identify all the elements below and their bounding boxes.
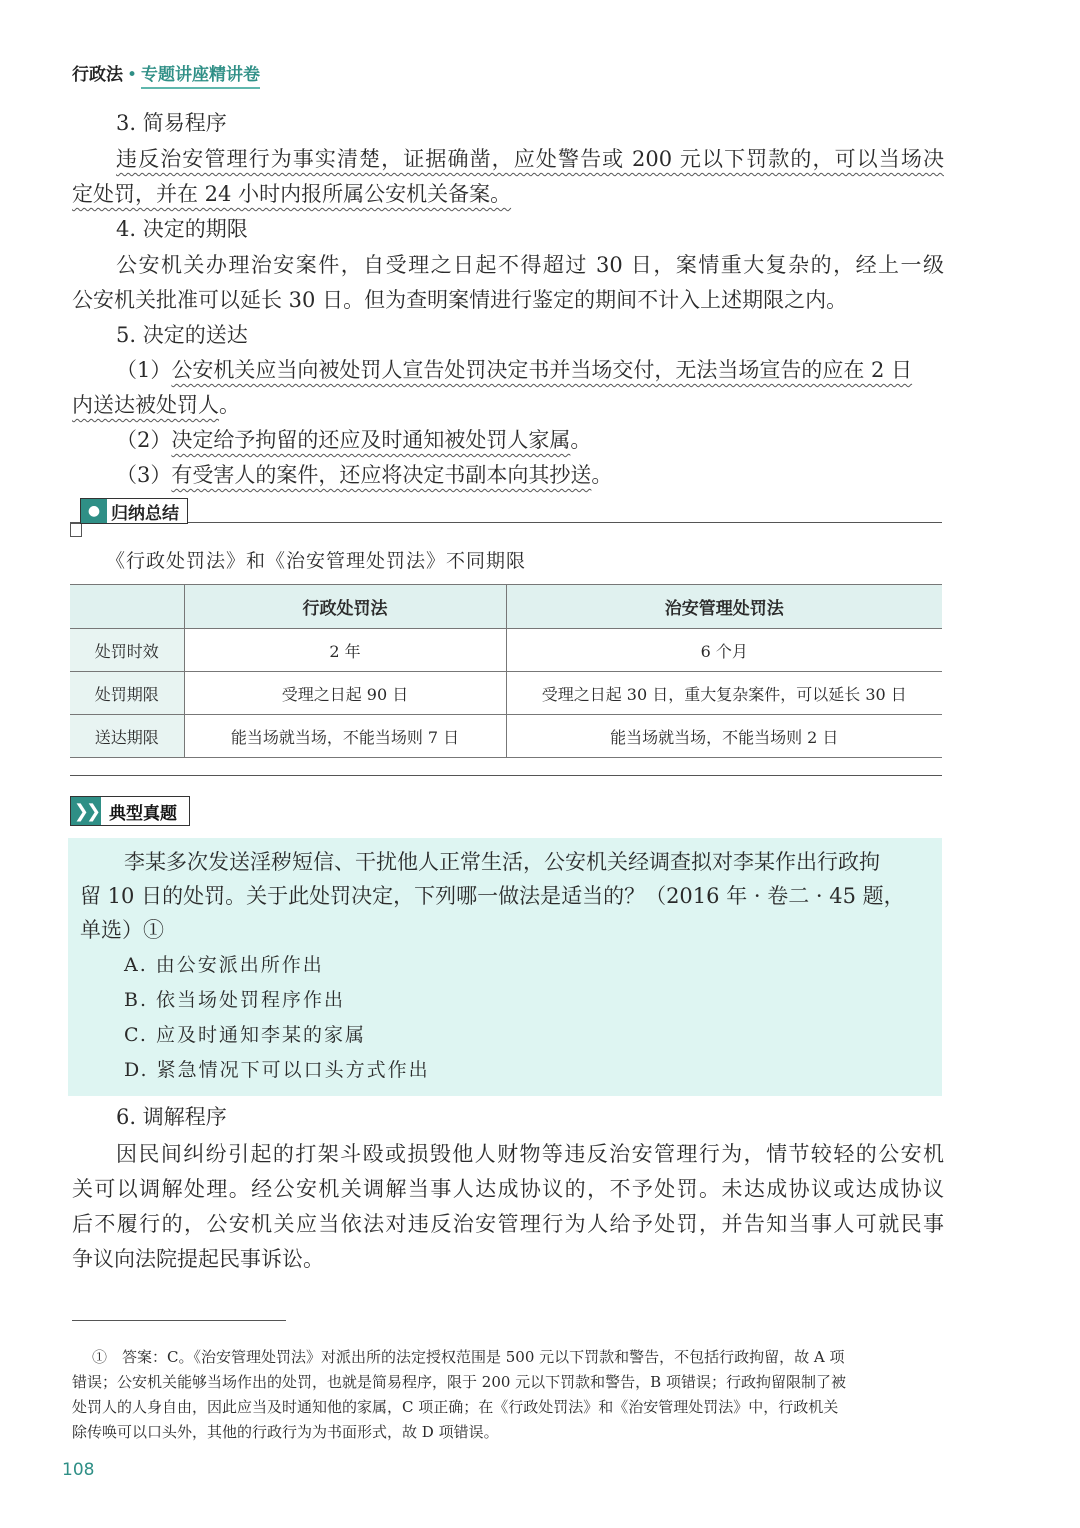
table-row <box>70 715 942 758</box>
question-line: 留 10 日的处罚。关于此处罚决定，下列哪一做法是适当的？（2016 年 · 卷二 · 45 题， <box>80 884 905 908</box>
table-row <box>70 629 942 672</box>
section-5-item-1: （1）公安机关应当向被处罚人宣告处罚决定书并当场交付，无法当场宣告的应在 2 日 <box>116 358 913 382</box>
section-3-title: 3. 简易程序 <box>116 111 227 135</box>
section-3-line: 违反治安管理行为事实清楚，证据确凿，应处警告或 200 元以下罚款的，可以当场决 <box>116 147 944 171</box>
table-cell: 受理之日起 90 日 <box>184 672 506 715</box>
table-header-cell: 治安管理处罚法 <box>506 585 942 629</box>
table-cell: 受理之日起 30 日，重大复杂案件，可以延长 30 日 <box>506 672 942 715</box>
summary-title: 《行政处罚法》和《治安管理处罚法》不同期限 <box>106 550 527 572</box>
section-5-title: 5. 决定的送达 <box>116 323 248 347</box>
option-c: C. 应及时通知李某的家属 <box>124 1024 366 1046</box>
option-d: D. 紧急情况下可以口头方式作出 <box>124 1059 430 1081</box>
section-5-item-2: （2）决定给予拘留的还应及时通知被处罚人家属。 <box>116 428 592 452</box>
summary-badge: ● 归纳总结 <box>80 498 188 524</box>
table-header-row <box>70 585 942 629</box>
row-label: 处罚期限 <box>70 672 184 715</box>
row-label: 处罚时效 <box>70 629 184 672</box>
table-cell: 2 年 <box>184 629 506 672</box>
table-cell: 6 个月 <box>506 629 942 672</box>
question-line: 单选）① <box>80 918 164 942</box>
footnote-line: 处罚人的人身自由，因此应当及时通知他的家属，C 项正确；在《行政处罚法》和《治安管理处罚法》中，行政机关 <box>72 1398 839 1416</box>
section-4-line: 公安机关办理治安案件，自受理之日起不得超过 30 日，案情重大复杂的，经上一级 <box>116 253 944 277</box>
section-6-line: 后不履行的，公安机关应当依法对违反治安管理行为人给予处罚，并告知当事人可就民事 <box>72 1212 944 1236</box>
header-separator: • <box>127 65 138 85</box>
section-6-line: 因民间纠纷引起的打架斗殴或损毁他人财物等违反治安管理行为，情节较轻的公安机 <box>116 1142 944 1166</box>
section-5-item-1-cont: 内送达被处罚人。 <box>72 393 240 417</box>
bullet-icon: ● <box>81 499 107 523</box>
section-6-line: 争议向法院提起民事诉讼。 <box>72 1247 324 1271</box>
section-3-line: 定处罚，并在 24 小时内报所属公安机关备案。 <box>72 182 512 206</box>
page-number: 108 <box>62 1460 95 1480</box>
row-label: 送达期限 <box>70 715 184 758</box>
table-cell: 能当场就当场，不能当场则 7 日 <box>184 715 506 758</box>
table-header-cell: 行政处罚法 <box>184 585 506 629</box>
section-5-item-3: （3）有受害人的案件，还应将决定书副本向其抄送。 <box>116 463 613 487</box>
question-line: 李某多次发送淫秽短信、干扰他人正常生活，公安机关经调查拟对李某作出行政拘 <box>124 850 880 874</box>
table-header-cell <box>70 585 184 629</box>
footnote-line: 除传唤可以口头外，其他的行政行为为书面形式，故 D 项错误。 <box>72 1423 499 1441</box>
running-header <box>72 60 260 85</box>
section-6-title: 6. 调解程序 <box>116 1105 227 1129</box>
double-chevron-icon: ❯❯ <box>71 797 101 825</box>
book-title: 行政法 <box>72 65 123 85</box>
section-4-title: 4. 决定的期限 <box>116 217 248 241</box>
comparison-table <box>70 584 942 758</box>
table-row <box>70 672 942 715</box>
table-cell: 能当场就当场，不能当场则 2 日 <box>506 715 942 758</box>
typical-question-badge: ❯❯ 典型真题 <box>70 796 190 826</box>
option-a: A. 由公安派出所作出 <box>124 954 324 976</box>
section-4-line: 公安机关批准可以延长 30 日。但为查明案情进行鉴定的期间不计入上述期限之内。 <box>72 288 848 312</box>
section-6-line: 关可以调解处理。经公安机关调解当事人达成协议的，不予处罚。未达成协议或达成协议 <box>72 1177 944 1201</box>
footnote-line: ① 答案：C。《治安管理处罚法》对派出所的法定授权范围是 500 元以下罚款和警告，不包括行政拘留，故 A 项 <box>92 1348 845 1366</box>
option-b: B. 依当场处罚程序作出 <box>124 989 346 1011</box>
footnote-line: 错误；公安机关能够当场作出的处罚，也就是简易程序，限于 200 元以下罚款和警告，B 项错误；行政拘留限制了被 <box>72 1373 846 1391</box>
series-title: 专题讲座精讲卷 <box>141 65 260 89</box>
footnote-divider <box>72 1320 286 1321</box>
